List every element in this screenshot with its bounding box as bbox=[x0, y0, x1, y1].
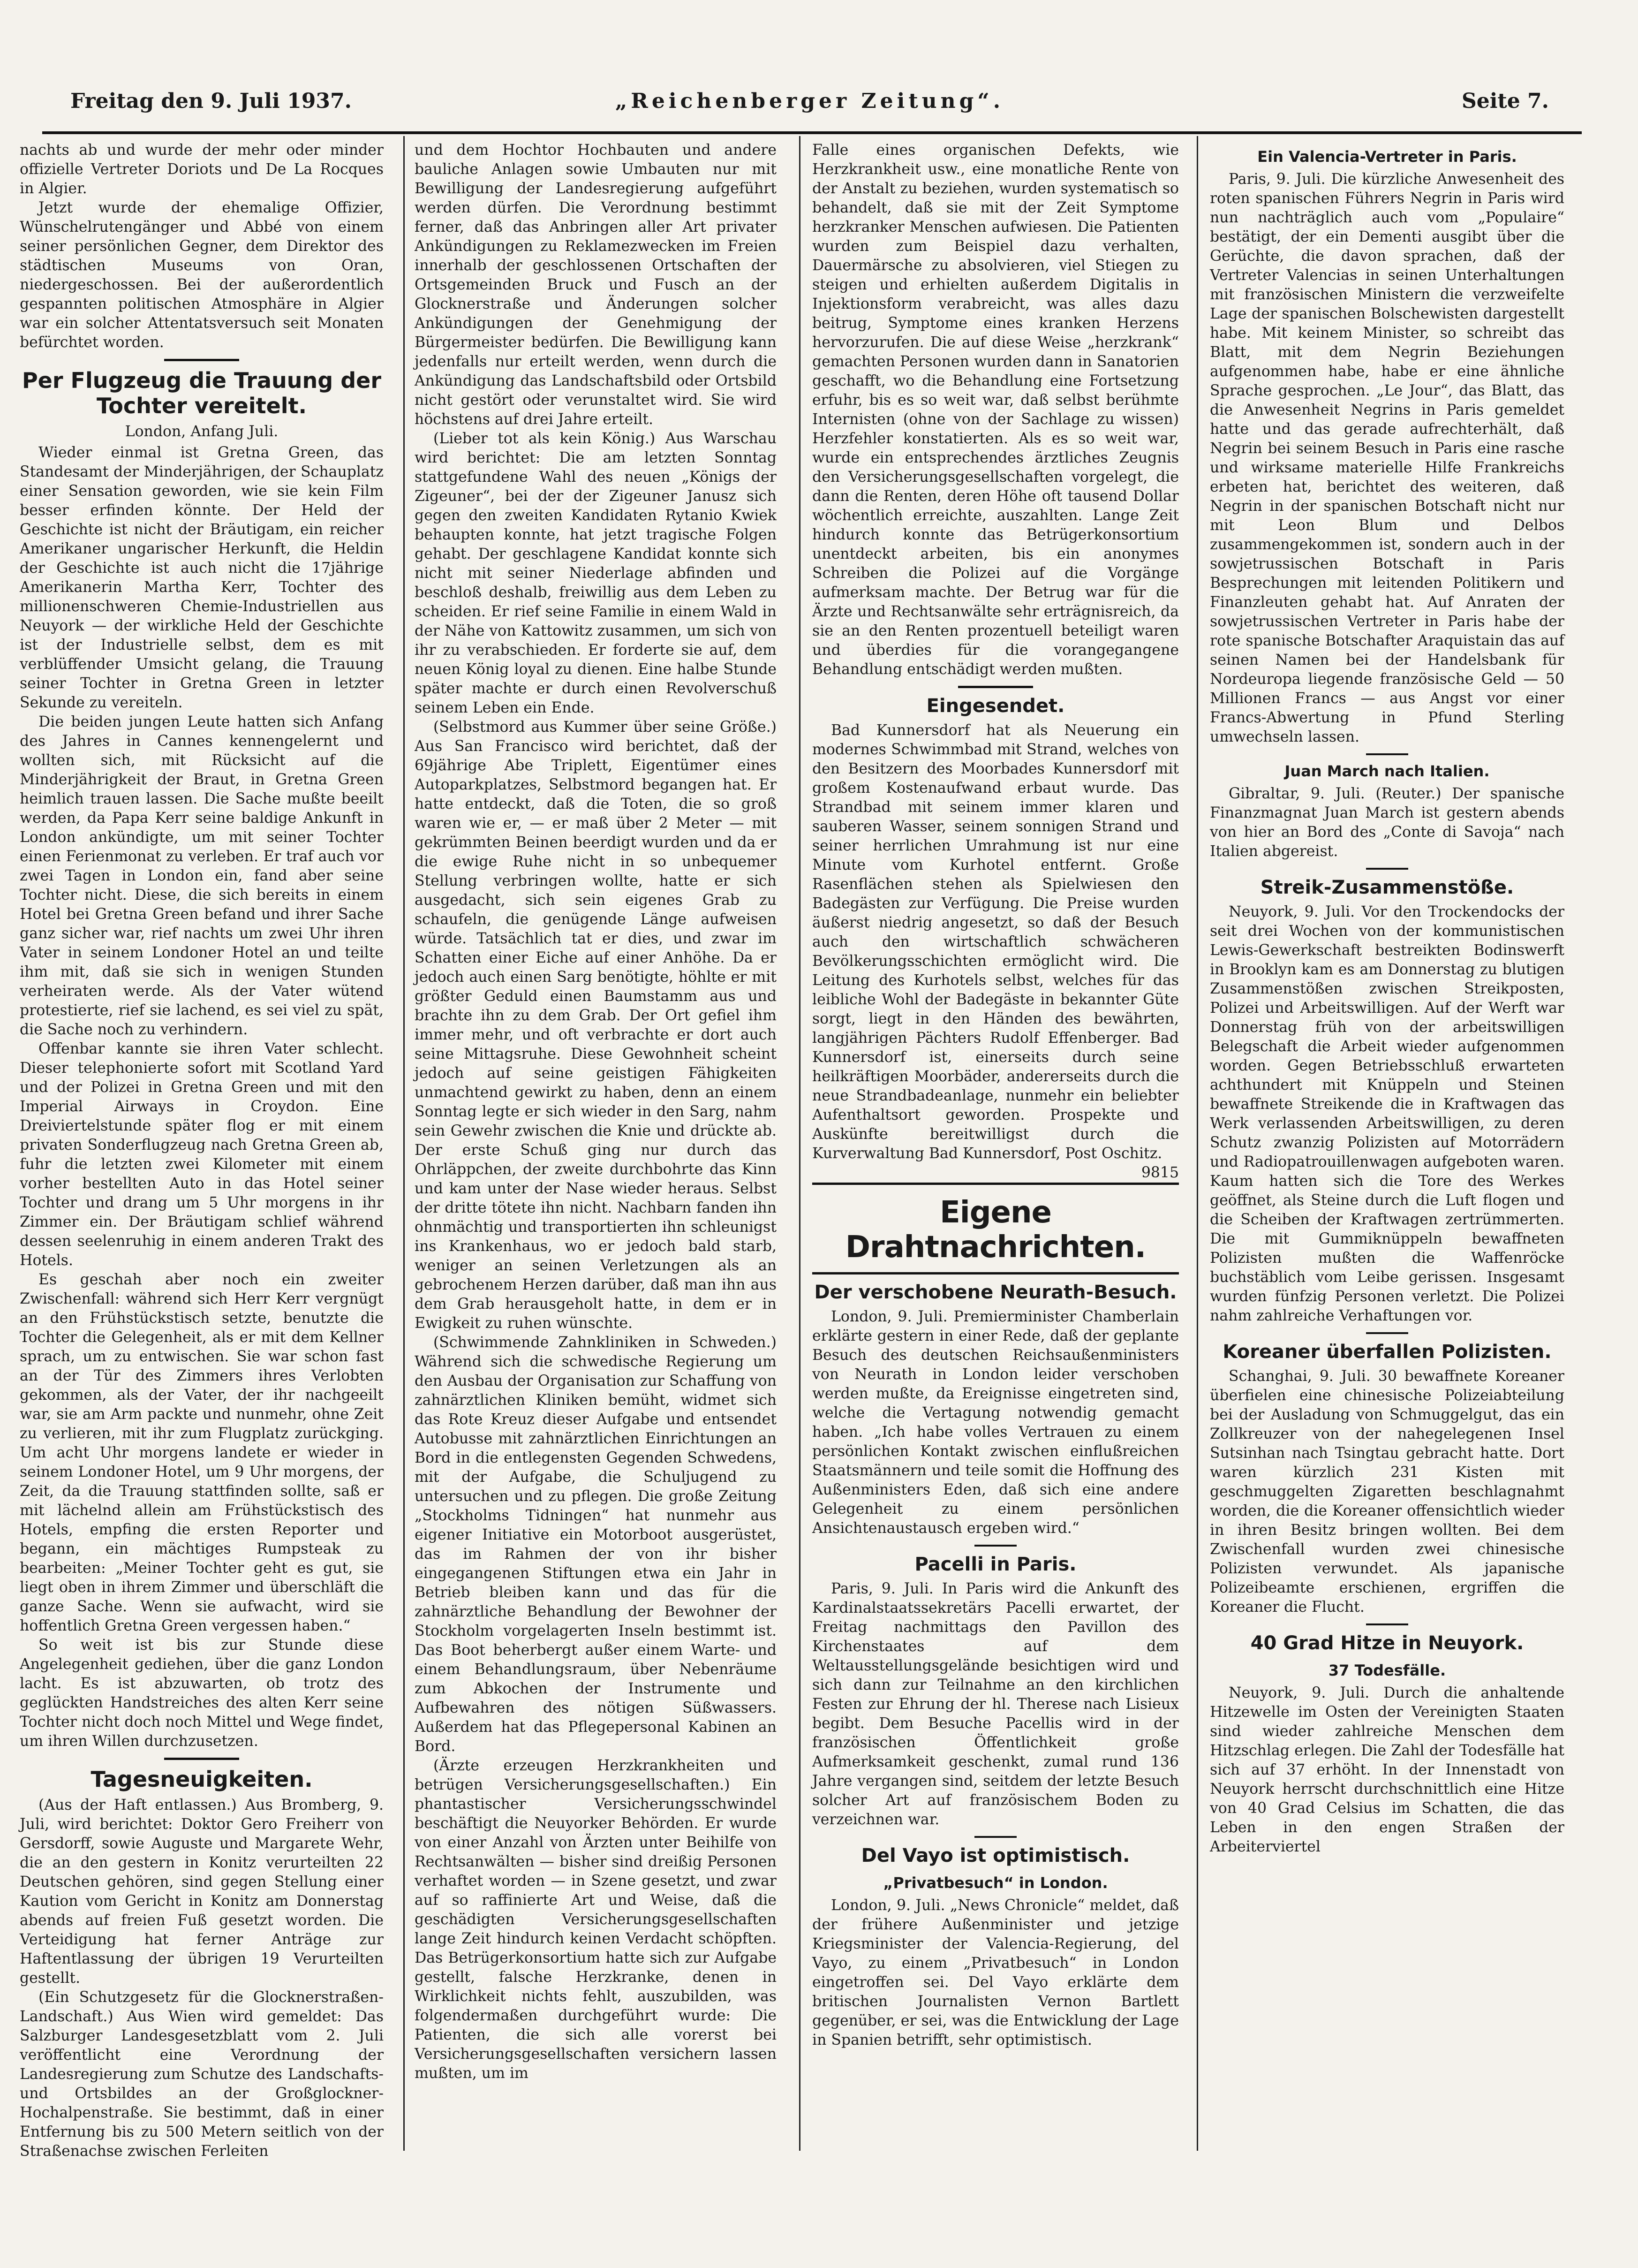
article-text: (Lieber tot als kein König.) Aus Warschau wird berichtet: Die am letzten Sonntag stattgefundene Wahl des neuen „Königs der Zigeuner“, bei der der Zigeuner Janusz sich gegen den zweiten Kandidaten Rytanio Kwiek behaupten konnte, hat jetzt tragische Folgen gehabt. Der geschlagene Kandidat konnte sich nicht mit seiner Niederlage abfinden und beschloß deshalb, freiwillig aus dem Leben zu scheiden. Er rief seine Familie in einem Wald in der Nähe von Kattowitz zusammen, um sich von ihr zu verabschieden. Er forderte sie auf, dem neuen König loyal zu dienen. Eine halbe Stunde später machte er durch einen Revolverschuß seinem Leben ein Ende. bbox=[415, 430, 777, 716]
article-text: und dem Hochtor Hochbauten und andere bauliche Anlagen sowie Umbauten nur mit Bewilligung der Landesregierung aufgeführt werden dürfen. Die Verordnung bestimmt ferner, daß das Anbringen aller Art privater Ankündigungen zu Reklamezwecken im Freien innerhalb der geschlossenen Ortschaften der Ortsgemeinden Bruck und Fusch an der Glocknerstraße und Änderungen solcher Ankündigungen der Genehmigung der Bürgermeister bedürfen. Die Bewilligung kann jedenfalls nur erteilt werden, wenn durch die Ankündigung das Landschaftsbild oder Ortsbild nicht gestört oder verunstaltet wird. Sie wird höchstens auf drei Jahre erteilt. bbox=[415, 142, 777, 428]
separator-rule bbox=[1366, 1332, 1408, 1334]
column-divider bbox=[799, 136, 800, 2151]
headline-juan-march: Juan March nach Italien. bbox=[1284, 762, 1490, 780]
article-text: London, 9. Juli. Premierminister Chamberlain erklärte gestern in einer Rede, daß der geplante Besuch des deutschen Reichsaußenministers von Neurath in London leider verschoben werden mußte, da Ereignisse eingetreten sind, welche die Vertagung notwendig gemacht haben. „Ich habe volles Vertrauen zu einem persönlichen Kontakt zwischen einflußreichen Staatsmännern und teile somit die Hoffnung des Außenministers Eden, daß sich eine andere Gelegenheit zu einem persönlichen Ansichtenaustausch ergeben wird.“ bbox=[812, 1308, 1179, 1537]
separator-rule bbox=[974, 1836, 1017, 1838]
header-rule bbox=[42, 131, 1582, 134]
headline-streik: Streik-Zusammenstöße. bbox=[1260, 877, 1514, 898]
article-text: (Ärzte erzeugen Herzkrankheiten und betrügen Versicherungsgesellschaften.) Ein phantastischer Versicherungsschwindel beschäftigt die Neuyorker Behörden. Er wurde von einer Anzahl von Ärzten unter Beihilfe von Rechtsanwälten — bisher sind dreißig Personen verhaftet worden — in Szene gesetzt, und zwar auf so raffinierte Art und Weise, daß die geschädigten Versicherungsgesellschaften lange Zeit hindurch keinen Verdacht schöpften. Das Betrügerkonsortium hatte sich zur Aufgabe gestellt, falsche Herzkranke, denen in Wirklichkeit nichts fehlt, auszubilden, was folgendermaßen durchgeführt wurde: Die Patienten, die sich alle vorerst bei Versicherungsgesellschaften versichern lassen mußten, um im bbox=[415, 1757, 777, 2082]
headline-pacelli: Pacelli in Paris. bbox=[914, 1554, 1077, 1575]
page-header bbox=[70, 89, 1549, 131]
dateline: London, Anfang Juli. bbox=[125, 423, 279, 440]
page-number: Seite 7. bbox=[1461, 89, 1549, 113]
section-banner-box bbox=[812, 1183, 1179, 1274]
headline-del-vayo: Del Vayo ist optimistisch. bbox=[861, 1845, 1130, 1866]
article-text: So weit ist bis zur Stunde diese Angelegenheit gediehen, über die ganz London lacht. Es ist abzuwarten, ob trotz des geglückten Handstreiches des alten Kerr seine Tochter nicht doch noch Mittel und Wege findet, um ihren Willen durchzusetzen. bbox=[20, 1637, 384, 1750]
article-text: Es geschah aber noch ein zweiter Zwischenfall: während sich Herr Kerr vergnügt an den Frühstückstisch setzte, benutzte die Tochter die Gelegenheit, als er mit dem Kellner sprach, um zu entwischen. Sie war schon fast an der Tür des Zimmers ihres Verlobten gekommen, als der Vater, der ihr nachgeeilt war, sie am Arm packte und nunmehr, ohne Zeit zu verlieren, mit ihr zum Flugplatz zurückging. Um acht Uhr morgens landete er wieder in seinem Londoner Hotel, um 9 Uhr morgens, der Zeit, da die Trauung stattfinden sollte, saß er mit lächelnd allein am Frühstückstisch des Hotels, empfing die ersten Reporter und begann, ein mächtiges Rumpsteak zu bearbeiten: „Meiner Tochter geht es gut, sie liegt oben in ihrem Zimmer und überschläft die ganze Sache. Wenn sie aufwacht, wird sie hoffentlich Gretna Green vergessen haben.“ bbox=[20, 1271, 384, 1634]
article-text: nachts ab und wurde der mehr oder minder offizielle Vertreter Doriots und De La Rocques in Algier. bbox=[20, 142, 384, 197]
article-text: Neuyork, 9. Juli. Vor den Trockendocks der seit drei Wochen von der kommunistischen Lewis-Gewerkschaft bestreikten Bodinswerft in Brooklyn kam es am Donnerstag zu blutigen Zusammenstößen zwischen Streikposten, Polizei und Arbeitswilligen. Auf der Werft war Donnerstag früh von der arbeitswilligen Belegschaft die Arbeit wieder aufgenommen worden. Gegen Betriebsschluß erwarteten achthundert mit Knüppeln und Steinen bewaffnete Streikende die in Kraftwagen das Werk verlassenden Arbeitswilligen, zu deren Schutz zwanzig Polizisten auf Motorrädern und Radiopatrouillenwagen aufgeboten waren. Kaum hatten sich die Tore des Werkes geöffnet, als Steine durch die Luft flogen und die Scheiben der Kraftwagen zertrümmerten. Die mit Gummiknüppeln bewaffneten Polizisten mußten die Waffenröcke buchstäblich vom Leibe gerissen. Insgesamt wurden fünfzig Personen verletzt. Die Polizei nahm zahlreiche Verhaftungen vor. bbox=[1210, 903, 1564, 1324]
ad-number: 9815 bbox=[1141, 1164, 1179, 1181]
article-text: Schanghai, 9. Juli. 30 bewaffnete Koreaner überfielen eine chinesische Polizeiabteilung bei der Ausladung von Schmuggelgut, das ein Zollkreuzer von der nahegelegenen Insel Sutsinhan nach Tsingtau gebracht hatte. Dort waren kürzlich 231 Kisten mit geschmuggelten Zigaretten beschlagnahmt worden, die die Koreaner offensichtlich wieder in ihren Besitz bringen wollten. Bei dem Zwischenfall wurden zwei chinesische Polizisten verwundet. Als japanische Polizeibeamte erschienen, ergriffen die Koreaner die Flucht. bbox=[1210, 1368, 1564, 1616]
article-text: (Aus der Haft entlassen.) Aus Bromberg, 9. Juli, wird berichtet: Doktor Gero Freiherr von Gersdorff, sowie Auguste und Margarete Wehr, die an den gestern in Konitz verurteilten 22 Deutschen gehören, sind gegen Stellung einer Kaution vom Gericht in Konitz am Donnerstag abends auf freien Fuß gesetzt worden. Die Verteidigung hat ferner Anträge zur Haftentlassung der übrigen 19 Verurteilten gestellt. bbox=[20, 1797, 384, 1987]
separator-rule bbox=[164, 1758, 239, 1760]
article-text: Neuyork, 9. Juli. Durch die anhaltende Hitzewelle im Osten der Vereinigten Staaten sind wieder zahlreiche Menschen dem Hitzschlag erlegen. Die Zahl der Todesfälle hat sich auf 37 erhöht. In der Innenstadt von Neuyork herrscht durchschnittlich eine Hitze von 40 Grad Celsius im Schatten, die das Leben in den engen Straßen der Arbeiterviertel bbox=[1210, 1684, 1564, 1855]
section-banner: Eigene Drahtnachrichten. bbox=[845, 1195, 1146, 1265]
article-text: Falle eines organischen Defekts, wie Herzkrankheit usw., eine monatliche Rente von der Anstalt zu beziehen, wurden systematisch so behandelt, daß sie mit der Zeit Symptome herzkranker Menschen aufwiesen. Die Patienten wurden zum Beispiel dazu verhalten, Dauermärsche zu absolvieren, viel Stiegen zu steigen und erhielten außerdem Digitalis in Injektionsform verabreicht, was alles dazu beitrug, Symptome eines kranken Herzens hervorzurufen. Die auf diese Weise „herzkrank“ gemachten Personen wurden dann in Sanatorien geschafft, wo die Behandlung eine Fortsetzung erfuhr, bis es so weit war, daß selbst berühmte Internisten (ohne von der Sachlage zu wissen) Herzfehler konstatierten. Als es so weit war, wurde ein entsprechendes ärztliches Zeugnis den Versicherungsgesellschaften vorgelegt, die dann die Renten, deren Höhe oft tausend Dollar wöchentlich erreichte, auszahlten. Lange Zeit hindurch konnte das Betrügerkonsortium unentdeckt arbeiten, bis ein anonymes Schreiben die Polizei auf die Vorgänge aufmerksam machte. Der Betrug war für die Ärzte und Rechtsanwälte sehr erträgnisreich, da sie an den Renten prozentuell beteiligt waren und überdies für die vorangegangene Behandlung entschädigt werden mußten. bbox=[812, 142, 1179, 678]
article-text: (Schwimmende Zahnkliniken in Schweden.) Während sich die schwedische Regierung um den Ausbau der Organisation zur Schaffung von zahnärztlichen Kliniken bemüht, widmet sich das Rote Kreuz dieser Aufgabe und entsendet Autobusse mit zahnärztlichen Einrichtungen an Bord in die entlegensten Gegenden Schwedens, mit der Aufgabe, die Schuljugend zu untersuchen und zu pflegen. Die große Zeitung „Stockholms Tidningen“ hat nunmehr aus eigener Initiative ein Motorboot ausgerüstet, das im Rahmen der von ihr bisher eingegangenen Stiftungen etwa ein Jahr in Betrieb bleiben kann und das für die zahnärztliche Behandlung der Bewohner der Stockholm vorgelagerten Inseln bestimmt ist. Das Boot beherbergt außer einem Warte- und einem Behandlungsraum, über Nebenräume zum Abkochen der Instrumente und Aufbewahren des nötigen Süßwassers. Außerdem hat das Pflegepersonal Kabinen an Bord. bbox=[415, 1334, 777, 1755]
headline-neurath: Der verschobene Neurath-Besuch. bbox=[814, 1282, 1177, 1303]
separator-rule bbox=[974, 1545, 1017, 1547]
column-divider bbox=[1197, 136, 1198, 2151]
issue-date: Freitag den 9. Juli 1937. bbox=[70, 89, 352, 113]
separator-rule bbox=[1366, 753, 1408, 755]
headline-tagesneuigkeiten: Tagesneuigkeiten. bbox=[91, 1767, 313, 1792]
article-text: Paris, 9. Juli. In Paris wird die Ankunft des Kardinalstaatssekretärs Pacelli erwartet, der Freitag nachmittags den Pavillon des Kirchenstaates auf dem Weltausstellungsgelände besichtigen wird und sich dann zur Teilnahme an den kirchlichen Festen zur Ehrung der hl. Therese nach Lisieux begibt. Dem Besuche Pacellis wird in der französischen Öffentlichkeit große Aufmerksamkeit geschenkt, zumal rund 136 Jahre vergangen sind, seitdem der letzte Besuch solcher Art auf französischem Boden zu verzeichnen war. bbox=[812, 1580, 1179, 1828]
article-text: Gibraltar, 9. Juli. (Reuter.) Der spanische Finanzmagnat Juan March ist gestern abends von hier an Bord des „Conte di Savoja“ nach Italien abgereist. bbox=[1210, 785, 1564, 860]
separator-rule bbox=[958, 686, 1033, 688]
subheadline: 37 Todesfälle. bbox=[1328, 1661, 1446, 1679]
newspaper-title: „Reichenberger Zeitung“. bbox=[615, 89, 1004, 113]
article-text: Wieder einmal ist Gretna Green, das Standesamt der Minderjährigen, der Schauplatz einer Sensation geworden, wie sie kein Film besser erfinden könnte. Der Held der Geschichte ist nicht der Bräutigam, ein reicher Amerikaner ungarischer Herkunft, die Heldin der Geschichte ist auch nicht die 17jährige Amerikanerin Martha Kerr, Tochter des millionenschweren Chemie-Industriellen aus Neuyork — der wirkliche Held der Geschichte ist der Industrielle selbst, dem es mit verblüffender Umsicht gelang, die Trauung seiner Tochter in Gretna Green in letzter Sekunde zu vereiteln. bbox=[20, 444, 384, 711]
article-text: London, 9. Juli. „News Chronicle“ meldet, daß der frühere Außenminister und jetzige Kriegsminister der Valencia-Regierung, del Vayo, zu einem „Privatbesuch“ in London eingetroffen sei. Del Vayo erklärte dem britischen Journalisten Vernon Bartlett gegenüber, er sei, was die Entwicklung der Lage in Spanien betrifft, sehr optimistisch. bbox=[812, 1897, 1179, 2048]
article-text: (Selbstmord aus Kummer über seine Größe.) Aus San Francisco wird berichtet, daß der 69jährige Abe Triplett, Eigentümer eines Autoparkplatzes, Selbstmord begangen hat. Er hatte entdeckt, daß die Toten, die so groß waren wie er, — er maß über 2 Meter — mit gekrümmten Beinen beerdigt wurden und da er die ewige Ruhe nicht in so unbequemer Stellung verbringen wollte, hatte er sich ausgedacht, sich sein eigenes Grab zu schaufeln, die genügende Länge aufweisen würde. Tatsächlich tat er dies, und zwar im Schatten einer Eiche auf einer Anhöhe. Da er jedoch auch einen Sarg benötigte, höhlte er mit größter Geduld einen Baumstamm aus und brachte ihn zu dem Grab. Der Ort gefiel ihm immer mehr, und oft verbrachte er dort auch seine Mittagsruhe. Diese Gewohnheit scheint jedoch auf seine geistigen Fähigkeiten unmachtend gewirkt zu haben, denn an einem Sonntag legte er sich wieder in den Sarg, nahm sein Gewehr zwischen die Knie und drückte ab. Der erste Schuß ging nur durch das Ohrläppchen, der zweite durchbohrte das Kinn und kam unter der Nase wieder heraus. Selbst der dritte tötete ihn nicht. Nachbarn fanden ihn ohnmächtig und transportierten ihn schleunigst ins Krankenhaus, wo er jedoch bald starb, weniger an seinen Verletzungen als an gebrochenem Herzen darüber, daß man ihn aus dem Grab herausgeholt hatte, in dem er in Ewigkeit zu ruhen wünschte. bbox=[415, 719, 777, 1332]
subheadline: „Privatbesuch“ in London. bbox=[883, 1874, 1108, 1892]
column-3 bbox=[802, 136, 1189, 2151]
headline-valencia: Ein Valencia-Vertreter in Paris. bbox=[1257, 148, 1517, 166]
separator-rule bbox=[1366, 868, 1408, 870]
article-columns bbox=[9, 136, 1638, 2160]
article-text: Offenbar kannte sie ihren Vater schlecht. Dieser telephonierte sofort mit Scotland Yard und der Polizei in Gretna Green und mit den Imperial Airways in Croydon. Eine Dreiviertelstunde später flog er mit einem privaten Sonderflugzeug nach Gretna Green ab, fuhr die letzten zwei Kilometer mit einem vorher bestellten Auto in das Hotel seiner Tochter und drang um 5 Uhr morgens in ihr Zimmer ein. Der Bräutigam schlief während dessen seelenruhig in einem anderen Trakt des Hotels. bbox=[20, 1040, 384, 1269]
separator-rule bbox=[1366, 1623, 1408, 1625]
article-text: Paris, 9. Juli. Die kürzliche Anwesenheit des roten spanischen Führers Negrin in Paris wird nun nachträglich auch vom „Populaire“ bestätigt, der ein Dementi ausgibt über die Gerüchte, die davon sprachen, daß der Vertreter Valencias in seinen Unterhaltungen mit französischen Ministern die verzweifelte Lage der spanischen Bolschewisten dargestellt habe. Mit keinem Minister, so schreibt das Blatt, mit dem Negrin Beziehungen aufgenommen habe, habe er eine ähnliche Sprache gesprochen. „Le Jour“, das Blatt, das die Anwesenheit Negrins in Paris gemeldet hatte und das gerade aufrechterhält, daß Negrin bei seinem Besuch in Paris eine rasche und wirksame materielle Hilfe Frankreichs erbeten hat, berichtet des weiteren, daß Negrin in der spanischen Botschaft nicht nur mit Leon Blum und Delbos zusammengekommen ist, sondern auch in der sowjetrussischen Botschaft in Paris Besprechungen mit leitenden Politikern und Finanzleuten gehabt hat. Auf Anraten der sowjetrussischen Vertreter in Paris habe der rote spanische Botschafter Araquistain das auf seinen Namen bei der Handelsbank für Nordeuropa liegende französische Geld — 50 Millionen Francs — aus Angst vor einer Francs-Abwertung in Pfund Sterling umwechseln lassen. bbox=[1210, 171, 1564, 745]
column-2 bbox=[404, 136, 787, 2151]
column-1 bbox=[9, 136, 394, 2160]
column-4 bbox=[1200, 136, 1575, 2151]
article-text: Bad Kunnersdorf hat als Neuerung ein modernes Schwimmbad mit Strand, welches von den Besitzern des Moorbades Kunnersdorf mit großem Kostenaufwand erbaut wurde. Das Strandbad mit seinem immer klaren und sauberen Wasser, seinem sonnigen Strand und seiner herrlichen Umrahmung ist nur eine Minute vom Kurhotel entfernt. Große Rasenflächen stehen als Spielwiesen den Badegästen zur Verfügung. Die Preise wurden äußerst niedrig angesetzt, so daß der Besuch auch den wirtschaftlich schwächeren Bevölkerungsschichten ermöglicht wird. Die Leitung des Kurhotels selbst, welches für das leibliche Wohl der Badegäste in bekannter Güte sorgt, liegt in den Händen des bewährten, langjährigen Pächters Rudolf Effenberger. Bad Kunnersdorf ist, einerseits durch seine heilkräftigen Moorbäder, andererseits durch die neue Strandbadeanlage, nunmehr ein beliebter Aufenthaltsort geworden. Prospekte und Auskünfte bereitwilligst durch die Kurverwaltung Bad Kunnersdorf, Post Oschitz. bbox=[812, 722, 1179, 1162]
article-text: Jetzt wurde der ehemalige Offizier, Wünschelrutengänger und Abbé von einem seiner persönlichen Gegner, dem Direktor des städtischen Museums von Oran, niedergeschossen. Bei der außerordentlich gespannten politischen Atmosphäre in Algier war ein solcher Attentatsversuch seit Monaten befürchtet worden. bbox=[20, 199, 384, 351]
headline-koreaner: Koreaner überfallen Polizisten. bbox=[1223, 1341, 1552, 1363]
headline-eingesendet: Eingesendet. bbox=[926, 695, 1065, 717]
article-text: (Ein Schutzgesetz für die Glocknerstraßen-Landschaft.) Aus Wien wird gemeldet: Das Salzburger Landesgesetzblatt vom 2. Juli veröffentlicht eine Verordnung der Landesregierung zum Schutze des Landschafts- und Ortsbildes an der Großglockner-Hochalpenstraße. Sie bestimmt, daß in einer Entfernung bis zu 500 Metern seitlich von der Straßenachse zwischen Ferleiten bbox=[20, 1989, 384, 2160]
headline-flugzeug: Per Flugzeug die Trauung der Tochter vereitelt. bbox=[22, 368, 382, 418]
separator-rule bbox=[164, 359, 239, 361]
headline-hitze: 40 Grad Hitze in Neuyork. bbox=[1250, 1632, 1524, 1654]
article-text: Die beiden jungen Leute hatten sich Anfang des Jahres in Cannes kennengelernt und wollten sich, mit Rücksicht auf die Minderjährigkeit der Braut, in Gretna Green heimlich trauen lassen. Die Sache mußte beeilt werden, da Papa Kerr seine baldige Ankunft in London ankündigte, um mit seiner Tochter einen Ferienmonat zu verleben. Er traf auch vor zwei Tagen in London ein, fand aber seine Tochter nicht. Diese, die sich bereits in einem Hotel bei Gretna Green befand und ihrer Sache ganz sicher war, rief nachts um zwei Uhr ihren Vater in seinem Londoner Hotel an und teilte ihm mit, daß sie sich in wenigen Stunden verheiraten werde. Als der Vater wütend protestierte, rief sie lachend, es sei viel zu spät, die Sache noch zu verhindern. bbox=[20, 713, 384, 1038]
